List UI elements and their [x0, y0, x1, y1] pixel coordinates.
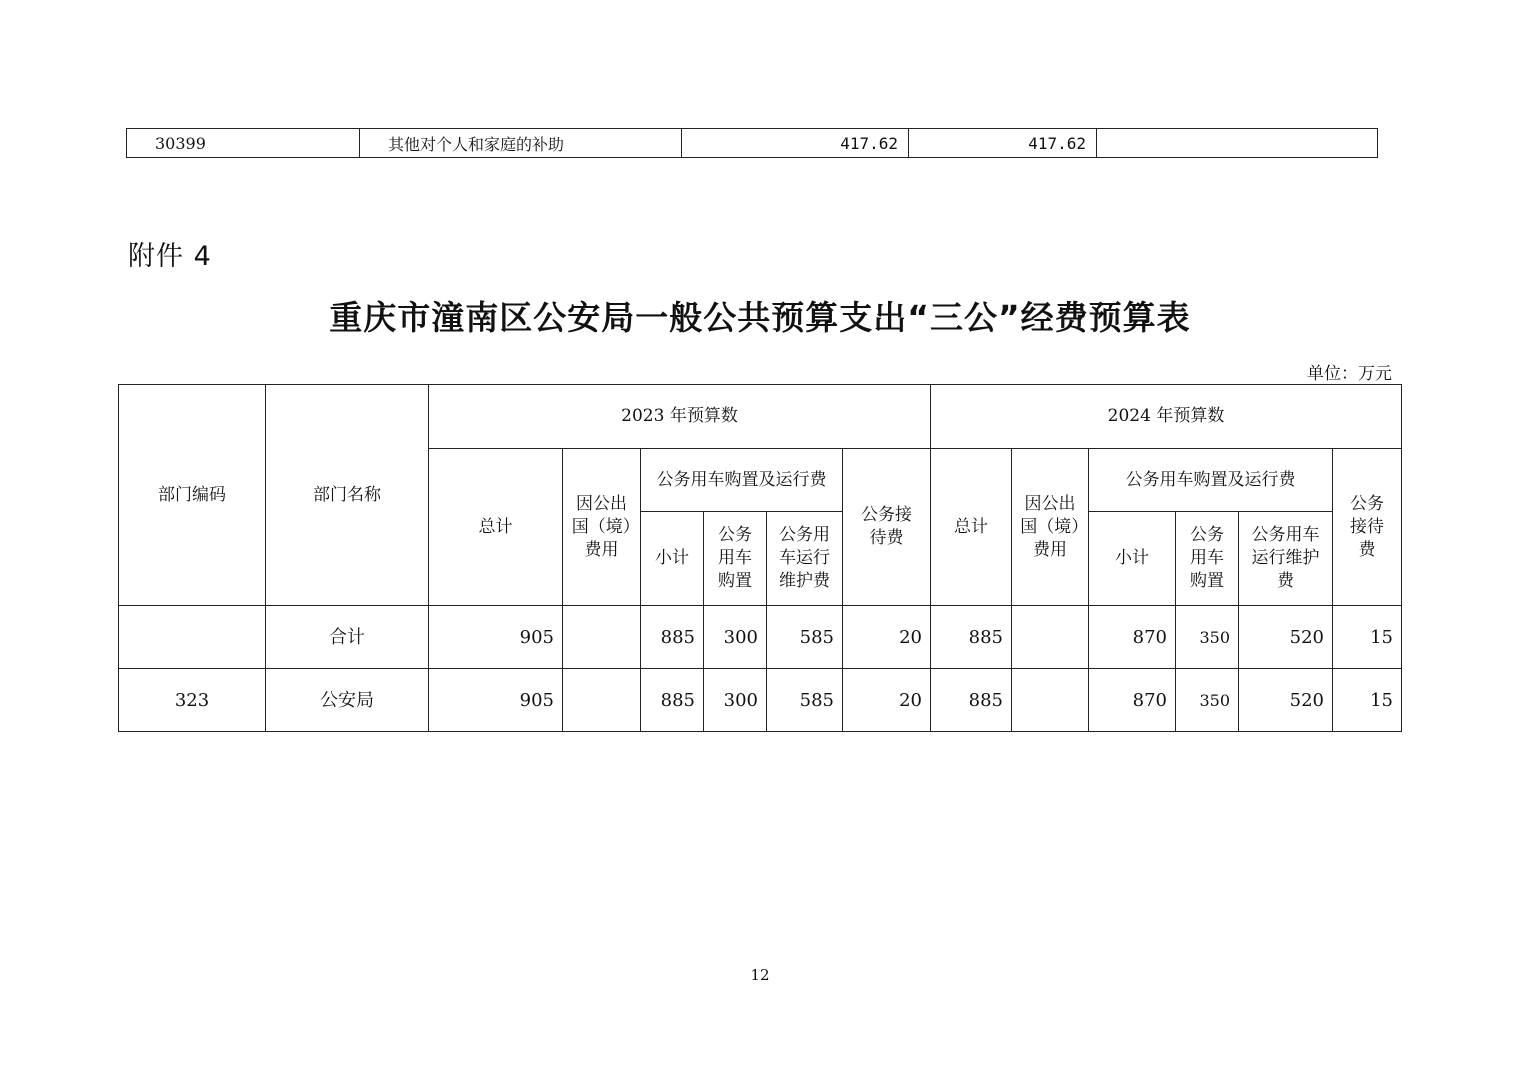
dept-name-cell: 合计 — [266, 606, 429, 669]
prev-code-cell: 30399 — [127, 129, 360, 158]
total-2023-cell: 905 — [429, 669, 563, 732]
total-2023-cell: 905 — [429, 606, 563, 669]
header-vehicle-2023: 公务用车购置及运行费 — [641, 449, 843, 512]
maint-2023-cell: 585 — [767, 606, 843, 669]
header-subtotal-2023: 小计 — [641, 512, 704, 606]
header-dept-name: 部门名称 — [266, 385, 429, 606]
reception-2024-cell: 15 — [1333, 669, 1402, 732]
document-title: 重庆市潼南区公安局一般公共预算支出“三公”经费预算表 — [329, 298, 1191, 337]
header-abroad-2024: 因公出国（境）费用 — [1012, 449, 1089, 606]
reception-2023-cell: 20 — [843, 669, 931, 732]
page-number: 12 — [750, 966, 770, 984]
reception-2023-cell: 20 — [843, 606, 931, 669]
subtotal-2024-cell: 870 — [1089, 669, 1176, 732]
budget-table — [118, 384, 1402, 732]
table-row — [119, 669, 1402, 732]
header-year-2024: 2024 年预算数 — [931, 385, 1402, 449]
header-subtotal-2024: 小计 — [1089, 512, 1176, 606]
prev-value3-cell — [1097, 129, 1378, 158]
header-vehicle-maint-2023: 公务用车运行维护费 — [767, 512, 843, 606]
header-reception-2023: 公务接待费 — [843, 449, 931, 606]
dept-name-cell: 公安局 — [266, 669, 429, 732]
abroad-2024-cell — [1012, 606, 1089, 669]
header-vehicle-2024: 公务用车购置及运行费 — [1089, 449, 1333, 512]
table-row — [119, 606, 1402, 669]
prev-value1-cell: 417.62 — [682, 129, 909, 158]
maint-2024-cell: 520 — [1239, 669, 1333, 732]
subtotal-2023-cell: 885 — [641, 606, 704, 669]
dept-code-cell — [119, 606, 266, 669]
purchase-2023-cell: 300 — [704, 669, 767, 732]
maint-2024-cell: 520 — [1239, 606, 1333, 669]
prev-value2-cell: 417.62 — [909, 129, 1097, 158]
maint-2023-cell: 585 — [767, 669, 843, 732]
header-abroad-2023: 因公出国（境）费用 — [563, 449, 641, 606]
attachment-label: 附件 4 — [128, 241, 212, 272]
dept-code-cell: 323 — [119, 669, 266, 732]
purchase-2023-cell: 300 — [704, 606, 767, 669]
unit-label: 单位：万元 — [1307, 364, 1392, 384]
total-2024-cell: 885 — [931, 669, 1012, 732]
abroad-2023-cell — [563, 606, 641, 669]
header-vehicle-purchase-2023: 公务用车购置 — [704, 512, 767, 606]
table-row — [127, 129, 1378, 158]
previous-table-fragment — [126, 128, 1378, 158]
header-row-1 — [119, 385, 1402, 449]
subtotal-2023-cell: 885 — [641, 669, 704, 732]
header-total-2023: 总计 — [429, 449, 563, 606]
header-vehicle-maint-2024: 公务用车运行维护费 — [1239, 512, 1333, 606]
header-reception-2024: 公务接待费 — [1333, 449, 1402, 606]
abroad-2024-cell — [1012, 669, 1089, 732]
abroad-2023-cell — [563, 669, 641, 732]
prev-name-cell: 其他对个人和家庭的补助 — [360, 129, 682, 158]
total-2024-cell: 885 — [931, 606, 1012, 669]
purchase-2024-cell: 350 — [1176, 669, 1239, 732]
header-total-2024: 总计 — [931, 449, 1012, 606]
header-dept-code: 部门编码 — [119, 385, 266, 606]
header-vehicle-purchase-2024: 公务用车购置 — [1176, 512, 1239, 606]
subtotal-2024-cell: 870 — [1089, 606, 1176, 669]
header-year-2023: 2023 年预算数 — [429, 385, 931, 449]
purchase-2024-cell: 350 — [1176, 606, 1239, 669]
reception-2024-cell: 15 — [1333, 606, 1402, 669]
